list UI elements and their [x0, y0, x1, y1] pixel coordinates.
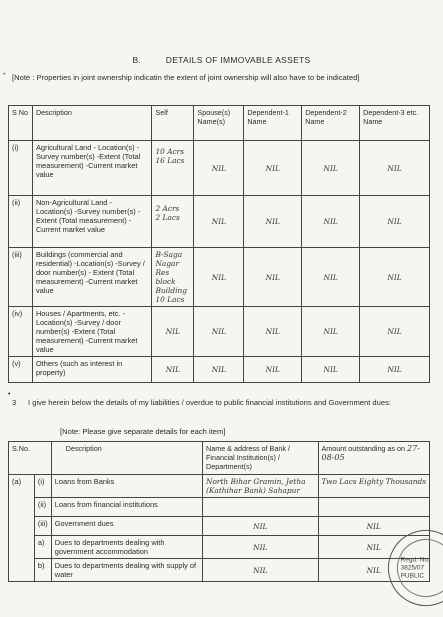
row-description: Loans from Banks — [51, 475, 202, 498]
row-dependent-1: NIL — [244, 196, 302, 248]
row-sno: (iii) — [9, 248, 33, 307]
row-sub: (iii) — [34, 517, 51, 536]
header-dependent-1: Dependent-1 Name — [244, 106, 302, 141]
row-description: Dues to departments dealing with supply of water — [51, 559, 202, 582]
section-3-number: 3 — [12, 398, 17, 407]
section-number: B. — [132, 55, 142, 65]
header-bank: Name & address of Bank / Financial Institution(s) / Department(s) — [203, 442, 318, 475]
immovable-assets-table — [8, 105, 430, 383]
row-sub: b) — [34, 559, 51, 582]
row-amount: NIL — [318, 517, 430, 536]
stamp-line-1: Regd. No. — [400, 556, 430, 564]
table-row — [9, 141, 430, 196]
joint-ownership-note: [Note : Properties in joint ownership indicatin the extent of joint ownership will also have to be indicated] — [12, 73, 360, 82]
row-sno — [9, 517, 35, 536]
row-self: 2 Acrs 2 Lacs — [152, 196, 194, 248]
row-description: Loans from financial institutions — [51, 498, 202, 517]
table-header-row — [9, 442, 430, 475]
row-dependent-3: NIL — [360, 248, 430, 307]
row-bank: NIL — [203, 517, 318, 536]
row-bank: North Bihar Gramin, Jetha (Kathihar Bank) Sahapur — [203, 475, 318, 498]
row-sub: (i) — [34, 475, 51, 498]
header-dependent-3: Dependent-3 etc. Name — [360, 106, 430, 141]
row-self: B-Saga Nagar Res block Building 10 Lacs — [152, 248, 194, 307]
section-3-text: I give herein below the details of my liabilities / overdue to public financial institutions and Government dues: — [28, 398, 392, 407]
row-self: 10 Acrs 16 Lacs — [152, 141, 194, 196]
row-spouse: NIL — [194, 248, 244, 307]
row-spouse: NIL — [194, 196, 244, 248]
row-bank: NIL — [203, 559, 318, 582]
row-spouse: NIL — [194, 307, 244, 357]
table-row — [9, 248, 430, 307]
row-dependent-3: NIL — [360, 307, 430, 357]
row-spouse: NIL — [194, 357, 244, 383]
header-description: Description — [51, 442, 202, 475]
row-dependent-2: NIL — [302, 248, 360, 307]
row-dependent-2: NIL — [302, 141, 360, 196]
row-dependent-3: NIL — [360, 196, 430, 248]
row-sno — [9, 498, 35, 517]
row-description: Dues to departments dealing with government accommodation — [51, 536, 202, 559]
header-sno: S No — [9, 106, 33, 141]
row-dependent-3: NIL — [360, 357, 430, 383]
row-dependent-2: NIL — [302, 307, 360, 357]
row-self: NIL — [152, 357, 194, 383]
row-description: Others (such as interest in property) — [32, 357, 152, 383]
row-sno: (v) — [9, 357, 33, 383]
row-amount: Two Lacs Eighty Thousands — [318, 475, 430, 498]
header-amount-label: Amount outstanding as on — [321, 444, 406, 453]
liabilities-table — [8, 441, 430, 582]
row-self: NIL — [152, 307, 194, 357]
row-sno: (iv) — [9, 307, 33, 357]
liabilities-intro — [12, 398, 422, 408]
row-amount: NIL — [318, 536, 430, 559]
header-amount-date: 27-08-05 — [321, 444, 420, 462]
table-row — [9, 559, 430, 582]
row-bank — [203, 498, 318, 517]
row-dependent-1: NIL — [244, 357, 302, 383]
row-sno: (ii) — [9, 196, 33, 248]
stamp-line-3: PUBLIC — [400, 572, 425, 580]
row-description: Agricultural Land - Location(s) -Survey number(s) -Extent (Total measurement) -Current market value — [32, 141, 152, 196]
row-description: Non-Agricultural Land - Location(s) -Survey number(s) -Extent (Total measurement) -Current market value — [32, 196, 152, 248]
table-row — [9, 196, 430, 248]
header-description: Description — [32, 106, 152, 141]
row-dependent-2: NIL — [302, 196, 360, 248]
row-sno — [9, 559, 35, 582]
table-row — [9, 475, 430, 498]
table-header-row — [9, 106, 430, 141]
row-sub: a) — [34, 536, 51, 559]
row-sno: (a) — [9, 475, 35, 498]
row-spouse: NIL — [194, 141, 244, 196]
table-row — [9, 517, 430, 536]
separate-details-note: [Note: Please give separate details for each item] — [60, 427, 226, 436]
header-amount — [318, 442, 430, 475]
row-bank: NIL — [203, 536, 318, 559]
table-row — [9, 536, 430, 559]
section-heading: DETAILS OF IMMOVABLE ASSETS — [165, 55, 311, 65]
row-sub: (ii) — [34, 498, 51, 517]
row-dependent-2: NIL — [302, 357, 360, 383]
row-dependent-1: NIL — [244, 248, 302, 307]
row-sno — [9, 536, 35, 559]
bullet-dot: • — [8, 391, 11, 398]
row-description: Buildings (commercial and residential) -Location(s) -Survey / door number(s) - Extent (Total measurement) -Current market value — [32, 248, 152, 307]
table-row — [9, 307, 430, 357]
row-amount: NIL — [318, 559, 430, 582]
row-description: Government dues — [51, 517, 202, 536]
header-dependent-2: Dependent-2 Name — [302, 106, 360, 141]
stamp-line-2: 3825/07 — [400, 564, 425, 572]
section-title — [0, 55, 443, 65]
row-description: Houses / Apartments, etc. - Location(s) -Survey / door number(s) -Extent (Total measurement) -Current market value — [32, 307, 152, 357]
table-row — [9, 498, 430, 517]
row-dependent-1: NIL — [244, 307, 302, 357]
header-self: Self — [152, 106, 194, 141]
notary-stamp-text — [401, 557, 430, 581]
row-dependent-3: NIL — [360, 141, 430, 196]
note-marker: * — [3, 73, 6, 79]
row-sno: (i) — [9, 141, 33, 196]
header-sno: S.No. — [9, 442, 52, 475]
row-dependent-1: NIL — [244, 141, 302, 196]
row-amount — [318, 498, 430, 517]
header-spouse: Spouse(s) Name(s) — [194, 106, 244, 141]
table-row — [9, 357, 430, 383]
